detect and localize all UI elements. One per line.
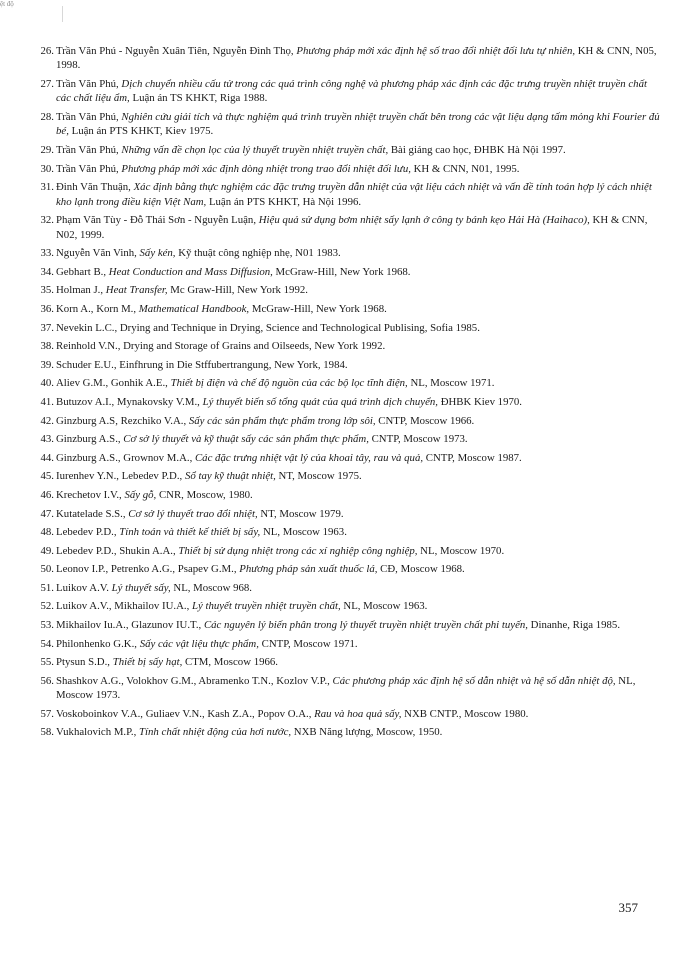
reference-publisher: Luận án PTS KHKT, Hà Nội 1996. bbox=[208, 195, 362, 208]
reference-authors: Nevekin L.C., Drying and Technique in Drying, Science and Technological Publising, Sofia 1985. bbox=[56, 321, 480, 334]
reference-title: Dịch chuyển nhiều cấu tử trong các quá trình công nghệ và phương pháp xác định các đặc trưng truyền nhiệt truyền chất các chất liệu ẩm, bbox=[56, 78, 647, 105]
reference-title: Mathematical Handbook, bbox=[138, 302, 250, 315]
reference-text bbox=[56, 582, 252, 594]
reference-authors: Trần Văn Phú, bbox=[56, 78, 119, 90]
reference-authors: Ginzburg A.S., Grownov M.A., bbox=[56, 451, 193, 464]
reference-number: 26. bbox=[40, 45, 54, 57]
reference-item bbox=[30, 213, 662, 242]
reference-publisher: KH & CNN, N05, 1998. bbox=[56, 45, 657, 72]
reference-text bbox=[56, 163, 520, 175]
reference-item bbox=[30, 674, 662, 703]
reference-number: 45. bbox=[40, 470, 54, 483]
margin-tick bbox=[62, 6, 63, 22]
reference-number: 55. bbox=[40, 656, 54, 669]
reference-text bbox=[56, 526, 347, 538]
reference-publisher: CĐ, Moscow 1968. bbox=[380, 563, 465, 576]
page-number: 357 bbox=[618, 900, 638, 915]
reference-item bbox=[30, 544, 662, 558]
reference-authors: Iurenhev Y.N., Lebedev P.D., bbox=[56, 470, 183, 483]
reference-item bbox=[30, 44, 662, 73]
reference-number: 47. bbox=[40, 507, 54, 520]
reference-item bbox=[30, 162, 662, 176]
reference-authors: Lebedev P.D., Shukin A.A., bbox=[56, 544, 176, 557]
reference-publisher: CNTP, Moscow 1971. bbox=[261, 637, 358, 650]
reference-text bbox=[56, 470, 362, 482]
reference-authors: Schuder E.U., Einfhrung in Die Stffubertrangung, New York, 1984. bbox=[56, 358, 348, 371]
reference-text bbox=[56, 359, 348, 371]
reference-item bbox=[30, 469, 662, 483]
reference-publisher: NL, Moscow 968. bbox=[173, 581, 252, 594]
reference-text bbox=[56, 726, 442, 738]
reference-title: Rau và hoa quả sấy, bbox=[314, 707, 402, 720]
reference-number: 58. bbox=[40, 726, 54, 739]
reference-item bbox=[30, 414, 662, 428]
reference-text bbox=[56, 111, 660, 137]
reference-authors: Korn A., Korn M., bbox=[56, 302, 137, 315]
reference-authors: Aliev G.M., Gonhik A.E., bbox=[56, 377, 168, 390]
reference-title: Các phương pháp xác định hệ số dẫn nhiệt và hệ số dẫn nhiệt độ, bbox=[332, 674, 616, 687]
reference-publisher: McGraw-Hill, New York 1968. bbox=[275, 265, 411, 278]
reference-number: 54. bbox=[40, 637, 54, 650]
reference-authors: Holman J., bbox=[56, 284, 104, 297]
reference-authors: Mikhailov Iu.A., Glazunov IU.T., bbox=[56, 619, 202, 632]
reference-number: 57. bbox=[40, 707, 54, 720]
reference-authors: Trần Văn Phú, bbox=[56, 111, 119, 123]
reference-item bbox=[30, 618, 662, 632]
reference-number: 37. bbox=[40, 321, 54, 334]
reference-text bbox=[56, 600, 427, 612]
reference-number: 51. bbox=[40, 581, 54, 594]
reference-item bbox=[30, 110, 662, 139]
reference-item bbox=[30, 321, 662, 335]
reference-authors: Philonhenko G.K., bbox=[56, 637, 137, 650]
reference-text bbox=[56, 214, 647, 240]
reference-title: Lý thuyết truyền nhiệt truyền chất, bbox=[191, 600, 341, 613]
reference-authors: Ptysun S.D., bbox=[56, 656, 111, 669]
reference-number: 53. bbox=[40, 619, 54, 632]
reference-item bbox=[30, 283, 662, 297]
reference-authors: Trần Văn Phú, bbox=[56, 144, 119, 156]
reference-text bbox=[56, 340, 385, 352]
reference-item bbox=[30, 725, 662, 739]
reference-item bbox=[30, 265, 662, 279]
reference-number: 29. bbox=[40, 144, 54, 156]
reference-authors: Kutatelade S.S., bbox=[56, 507, 126, 520]
reference-text bbox=[56, 433, 468, 445]
reference-text bbox=[56, 144, 566, 156]
reference-item bbox=[30, 180, 662, 209]
reference-number: 43. bbox=[40, 433, 54, 446]
reference-publisher: CNR, Moscow, 1980. bbox=[158, 488, 253, 501]
reference-publisher: KH & CNN, N01, 1995. bbox=[413, 162, 520, 175]
reference-list bbox=[30, 44, 662, 744]
reference-number: 28. bbox=[40, 111, 54, 123]
reference-authors: Gebhart B., bbox=[56, 265, 107, 278]
reference-item bbox=[30, 143, 662, 157]
reference-item bbox=[30, 562, 662, 576]
reference-title: Lý thuyết biến số tổng quát của quá trình dịch chuyển, bbox=[202, 395, 438, 408]
reference-number: 44. bbox=[40, 451, 54, 464]
reference-text bbox=[56, 78, 647, 104]
reference-title: Phương pháp sản xuất thuốc lá, bbox=[239, 563, 378, 576]
reference-title: Cơ sở lý thuyết và kỹ thuật sấy các sản phẩm thực phẩm, bbox=[123, 433, 369, 446]
reference-item bbox=[30, 525, 662, 539]
reference-title: Các đặc trưng nhiệt vật lý của khoai tây, rau và quả, bbox=[194, 451, 424, 464]
reference-publisher: Bài giảng cao học, ĐHBK Hà Nội 1997. bbox=[390, 144, 566, 156]
reference-title: Sấy gỗ, bbox=[124, 488, 157, 501]
reference-publisher: Kỹ thuật công nghiệp nhẹ, N01 1983. bbox=[178, 247, 341, 260]
reference-item bbox=[30, 358, 662, 372]
reference-number: 39. bbox=[40, 358, 54, 371]
reference-number: 34. bbox=[40, 265, 54, 278]
reference-text bbox=[56, 377, 494, 389]
reference-publisher: Mc Graw-Hill, New York 1992. bbox=[170, 284, 308, 297]
reference-number: 46. bbox=[40, 488, 54, 501]
reference-number: 52. bbox=[40, 600, 54, 613]
reference-publisher: KH & CNN, N02, 1999. bbox=[56, 214, 648, 241]
reference-title: Sấy các sản phẩm thực phẩm trong lớp sôi, bbox=[188, 414, 376, 427]
reference-title: Sổ tay kỹ thuật nhiệt, bbox=[184, 470, 276, 483]
reference-title: Tính chất nhiệt động của hơi nước, bbox=[139, 726, 292, 739]
reference-number: 38. bbox=[40, 340, 54, 353]
reference-text bbox=[56, 415, 474, 427]
reference-title: Phương pháp mới xác định hệ số trao đổi nhiệt đối lưu tự nhiên, bbox=[296, 45, 576, 57]
reference-item bbox=[30, 432, 662, 446]
reference-item bbox=[30, 581, 662, 595]
reference-publisher: NL, Moscow 1973. bbox=[56, 674, 636, 702]
reference-title: Lý thuyết sấy, bbox=[111, 581, 171, 594]
reference-publisher: NL, Moscow 1971. bbox=[410, 377, 495, 390]
reference-number: 27. bbox=[40, 78, 54, 90]
reference-publisher: NL, Moscow 1963. bbox=[343, 600, 428, 613]
reference-number: 40. bbox=[40, 377, 54, 390]
reference-number: 33. bbox=[40, 247, 54, 260]
reference-authors: Luikov A.V. bbox=[56, 581, 109, 594]
reference-item bbox=[30, 395, 662, 409]
reference-item bbox=[30, 707, 662, 721]
reference-authors: Trần Văn Phú - Nguyễn Xuân Tiên, Nguyễn Đình Thọ, bbox=[56, 45, 294, 57]
reference-title: Thiết bị điện và chế độ nguồn của các bộ lọc tĩnh điện, bbox=[170, 377, 408, 390]
reference-authors: Luikov A.V., Mikhailov IU.A., bbox=[56, 600, 190, 613]
reference-number: 50. bbox=[40, 563, 54, 576]
reference-text bbox=[56, 508, 344, 520]
reference-authors: Trần Văn Phú, bbox=[56, 162, 119, 175]
reference-item bbox=[30, 599, 662, 613]
reference-publisher: NXB CNTP., Moscow 1980. bbox=[404, 707, 529, 720]
reference-publisher: CNTP, Moscow 1966. bbox=[378, 414, 475, 427]
reference-authors: Leonov I.P., Petrenko A.G., Psapev G.M., bbox=[56, 563, 237, 576]
reference-text bbox=[56, 396, 522, 408]
reference-text bbox=[56, 545, 504, 557]
reference-text bbox=[56, 619, 620, 631]
reference-number: 35. bbox=[40, 284, 54, 297]
reference-publisher: Luận án PTS KHKT, Kiev 1975. bbox=[71, 125, 214, 138]
reference-title: Những vấn đề chọn lọc của lý thuyết truyền nhiệt truyền chất, bbox=[121, 144, 389, 156]
reference-item bbox=[30, 77, 662, 106]
reference-title: Heat Conduction and Mass Diffusion, bbox=[108, 265, 273, 278]
reference-number: 49. bbox=[40, 544, 54, 557]
reference-publisher: CTM, Moscow 1966. bbox=[185, 656, 278, 669]
reference-text bbox=[56, 284, 308, 296]
reference-number: 36. bbox=[40, 302, 54, 315]
reference-authors: Lebedev P.D., bbox=[56, 526, 117, 539]
reference-authors: Shashkov A.G., Volokhov G.M., Abramenko T.N., Kozlov V.P., bbox=[56, 674, 330, 687]
reference-item bbox=[30, 302, 662, 316]
reference-authors: Krechetov I.V., bbox=[56, 488, 122, 501]
reference-text bbox=[56, 708, 528, 720]
reference-text bbox=[56, 563, 465, 575]
reference-title: Xác định bằng thực nghiệm các đặc trưng truyền dẫn nhiệt của vật liệu cách nhiệt và vấn đề tính toán hợp lý cách nhiệt kho lạnh trong điều kiện Việt Nam, bbox=[56, 181, 652, 208]
reference-publisher: NL, Moscow 1970. bbox=[420, 544, 505, 557]
reference-item bbox=[30, 488, 662, 502]
reference-text bbox=[56, 656, 278, 668]
reference-publisher: NXB Năng lượng, Moscow, 1950. bbox=[293, 726, 443, 739]
reference-authors: Ginzburg A.S., bbox=[56, 433, 121, 446]
reference-number: 31. bbox=[40, 181, 54, 194]
reference-authors: Butuzov A.I., Mynakovsky V.M., bbox=[56, 395, 200, 408]
reference-item bbox=[30, 339, 662, 353]
reference-number: 48. bbox=[40, 526, 54, 539]
reference-text bbox=[56, 322, 480, 334]
reference-title: Phương pháp mới xác định dòng nhiệt trong trao đổi nhiệt đối lưu, bbox=[121, 162, 411, 175]
reference-title: Sấy kén, bbox=[139, 247, 176, 260]
reference-number: 32. bbox=[40, 214, 54, 227]
reference-publisher: CNTP, Moscow 1973. bbox=[371, 433, 468, 446]
reference-number: 42. bbox=[40, 414, 54, 427]
reference-publisher: McGraw-Hill, New York 1968. bbox=[251, 302, 387, 315]
reference-number: 41. bbox=[40, 395, 54, 408]
reference-text bbox=[56, 489, 253, 501]
reference-publisher: Luận án TS KHKT, Riga 1988. bbox=[132, 92, 268, 105]
reference-item bbox=[30, 637, 662, 651]
reference-item bbox=[30, 451, 662, 465]
corner-mark: ệt độ bbox=[0, 0, 14, 8]
reference-title: Cơ sở lý thuyết trao đổi nhiệt, bbox=[128, 507, 258, 520]
reference-publisher: NT, Moscow 1975. bbox=[278, 470, 362, 483]
reference-title: Thiết bị sử dụng nhiệt trong các xí nghiệp công nghiệp, bbox=[178, 544, 418, 557]
reference-publisher: NL, Moscow 1963. bbox=[262, 526, 347, 539]
reference-title: Các nguyên lý biến phân trong lý thuyết truyền nhiệt truyền chất phi tuyến, bbox=[203, 619, 528, 632]
reference-number: 30. bbox=[40, 162, 54, 175]
reference-publisher: NT, Moscow 1979. bbox=[260, 507, 344, 520]
reference-text bbox=[56, 452, 522, 464]
reference-authors: Reinhold V.N., Drying and Storage of Grains and Oilseeds, New York 1992. bbox=[56, 340, 386, 353]
reference-number: 56. bbox=[40, 674, 54, 687]
reference-text bbox=[56, 675, 635, 701]
reference-title: Thiết bị sấy hạt, bbox=[112, 656, 183, 669]
reference-text bbox=[56, 303, 387, 315]
reference-authors: Ginzburg A.S, Rezchiko V.A., bbox=[56, 414, 187, 427]
reference-item bbox=[30, 246, 662, 260]
reference-text bbox=[56, 266, 411, 278]
reference-text bbox=[56, 181, 652, 207]
reference-title: Hiệu quả sử dụng bơm nhiệt sấy lạnh ở công ty bánh kẹo Hải Hà (Haihaco), bbox=[258, 214, 590, 227]
reference-publisher: ĐHBK Kiev 1970. bbox=[440, 395, 522, 408]
reference-item bbox=[30, 655, 662, 669]
reference-text bbox=[56, 45, 657, 71]
reference-authors: Voskoboinkov V.A., Guliaev V.N., Kash Z.A., Popov O.A., bbox=[56, 707, 312, 720]
reference-authors: Đinh Văn Thuận, bbox=[56, 181, 131, 194]
reference-publisher: CNTP, Moscow 1987. bbox=[425, 451, 522, 464]
reference-title: Tính toán và thiết kế thiết bị sấy, bbox=[119, 526, 261, 539]
reference-item bbox=[30, 376, 662, 390]
reference-text bbox=[56, 638, 358, 650]
reference-authors: Nguyễn Văn Vinh, bbox=[56, 247, 137, 260]
reference-title: Heat Transfer, bbox=[105, 284, 168, 297]
reference-authors: Vukhalovich M.P., bbox=[56, 726, 137, 739]
reference-authors: Phạm Văn Tùy - Đỗ Thái Sơn - Nguyễn Luận, bbox=[56, 214, 257, 227]
reference-publisher: Dinanhe, Riga 1985. bbox=[530, 619, 621, 632]
reference-text bbox=[56, 247, 341, 259]
reference-item bbox=[30, 507, 662, 521]
reference-title: Nghiên cứu giải tích và thực nghiệm quá trình truyền nhiệt truyền chất bên trong các vật liệu dạng tấm mỏng khi Fourier đủ bé, bbox=[56, 111, 660, 138]
reference-title: Sấy các vật liệu thực phẩm, bbox=[139, 637, 259, 650]
